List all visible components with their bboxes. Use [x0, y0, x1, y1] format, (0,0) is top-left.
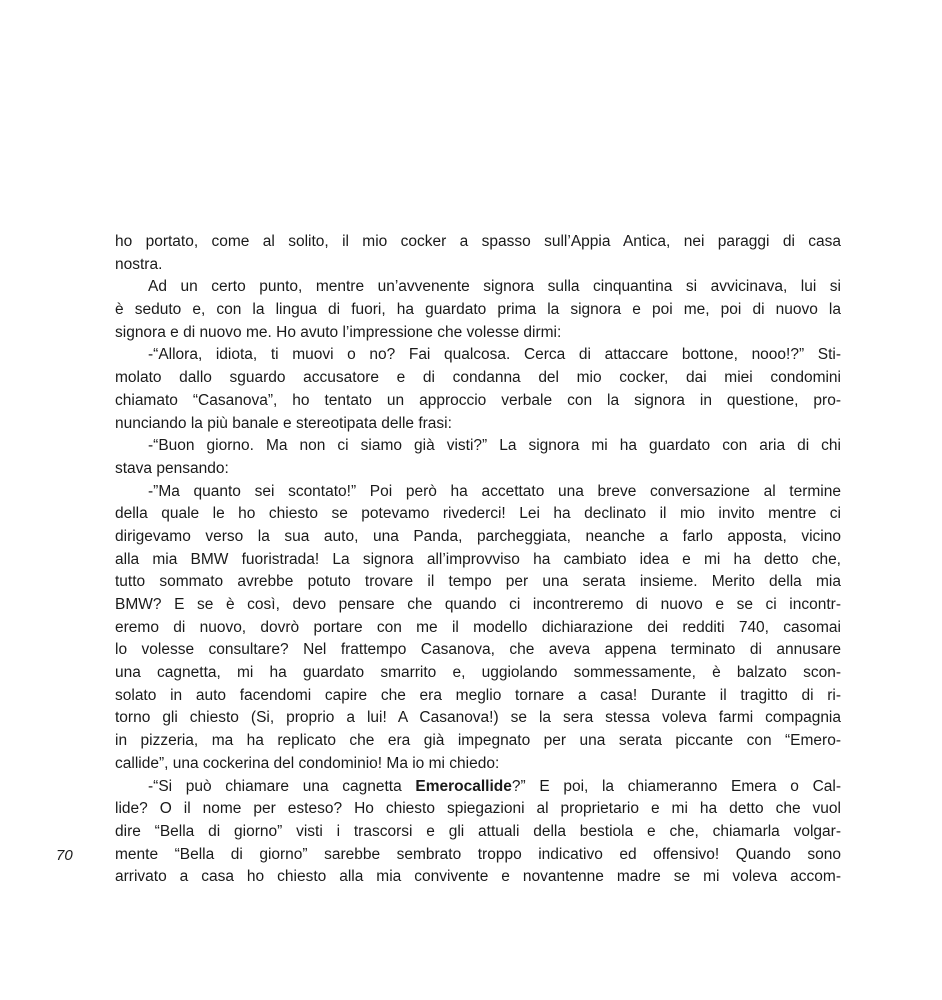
text-line: [115, 344, 841, 367]
body-text: ho portato, come al solito, il mio cocker a spasso sull’Appia Antica, nei paraggi di casa: [115, 233, 841, 250]
bold-text: Emerocallide: [415, 777, 512, 795]
text-line: [115, 821, 841, 844]
text-line: [115, 639, 841, 662]
text-line: [115, 685, 841, 708]
body-text: lide? O il nome per esteso? Ho chiesto spiegazioni al proprietario e mi ha detto che vuol: [115, 800, 841, 818]
text-line: [115, 662, 841, 685]
body-text: callide”, una cockerina del condominio! Ma io mi chiedo:: [115, 754, 500, 772]
body-text: -“Si può chiamare una cagnetta: [148, 777, 416, 795]
body-text: tutto sommato avrebbe potuto trovare il tempo per una serata insieme. Merito della mia: [115, 573, 841, 591]
body-text: Ad un certo punto, mentre un’avvenente signora sulla cinquantina si avvicinava, lui si: [148, 278, 841, 296]
body-text: torno gli chiesto (Si, proprio a lui! A Casanova!) se la sera stessa voleva farmi compagnia: [115, 709, 841, 727]
body-text: molato dallo sguardo accusatore e di condanna del mio cocker, dai miei condomini: [115, 369, 841, 387]
body-text: nunciando la più banale e stereotipata delle frasi:: [115, 414, 452, 432]
text-line: [115, 844, 841, 867]
text-line: [115, 322, 841, 345]
body-text: nostra.: [115, 255, 163, 273]
text-line: [115, 617, 841, 640]
text-line: [115, 571, 841, 594]
body-text: dirigevamo verso la sua auto, una Panda, parcheggiata, neanche a farlo apposta, vicino: [115, 527, 841, 545]
text-line: [115, 367, 841, 390]
text-line: [115, 481, 841, 504]
text-line: [115, 753, 841, 776]
body-text: solato in auto facendomi capire che era meglio tornare a casa! Durante il tragitto di ri-: [115, 686, 841, 704]
body-text: -“Buon giorno. Ma non ci siamo già visti?” La signora mi ha guardato con aria di chi: [148, 437, 841, 455]
page-number: 70: [56, 847, 73, 864]
body-text: alla mia BMW fuoristrada! La signora all’improvviso ha cambiato idea e mi ha detto che,: [115, 550, 841, 568]
body-text: eremo di nuovo, dovrò portare con me il modello dichiarazione dei redditi 740, casomai: [115, 618, 841, 636]
body-text: -“Allora, idiota, ti muovi o no? Fai qualcosa. Cerca di attaccare bottone, nooo!?” Sti-: [148, 346, 841, 364]
body-text: dire “Bella di giorno” visti i trascorsi e gli attuali della bestiola e che, chiamarla volgar-: [115, 822, 841, 840]
body-text: lo volesse consultare? Nel frattempo Casanova, che aveva appena terminato di annusare: [115, 641, 841, 659]
body-text: stava pensando:: [115, 459, 229, 477]
text-line: [115, 276, 841, 299]
body-text: una cagnetta, mi ha guardato smarrito e, uggiolando sommessamente, è balzato scon-: [115, 664, 841, 682]
text-line: [115, 526, 841, 549]
text-line: [115, 798, 841, 821]
text-line: [115, 594, 841, 617]
text-line: [115, 776, 841, 799]
text-line: [115, 730, 841, 753]
text-line: [115, 254, 841, 277]
body-text: arrivato a casa ho chiesto alla mia convivente e novantenne madre se mi voleva accom-: [115, 868, 841, 886]
text-line: [115, 549, 841, 572]
body-text: -”Ma quanto sei scontato!” Poi però ha accettato una breve conversazione al termine: [148, 482, 841, 500]
body-text: ?” E poi, la chiameranno Emera o Cal-: [511, 777, 842, 795]
body-text: è seduto e, con la lingua di fuori, ha guardato prima la signora e poi me, poi di nuovo la: [115, 301, 841, 319]
text-block: [115, 231, 841, 889]
text-line: [115, 390, 841, 413]
body-text: in pizzeria, ma ha replicato che era già impegnato per una serata piccante con “Emero-: [115, 732, 841, 750]
text-line: [115, 231, 841, 254]
text-line: [115, 413, 841, 436]
text-line: [115, 503, 841, 526]
body-text: mente “Bella di giorno” sarebbe sembrato troppo indicativo ed offensivo! Quando sono: [115, 845, 841, 863]
text-line: [115, 866, 841, 889]
body-text: chiamato “Casanova”, ho tentato un approccio verbale con la signora in questione, pro-: [115, 391, 841, 409]
body-text: della quale le ho chiesto se potevamo rivederci! Lei ha declinato il mio invito mentre ci: [115, 505, 841, 523]
text-line: [115, 299, 841, 322]
text-line: [115, 458, 841, 481]
text-line: [115, 707, 841, 730]
body-text: signora e di nuovo me. Ho avuto l’impressione che volesse dirmi:: [115, 323, 562, 341]
body-text: BMW? E se è così, devo pensare che quando ci incontreremo di nuovo e se ci incontr-: [115, 596, 841, 613]
text-line: [115, 435, 841, 458]
